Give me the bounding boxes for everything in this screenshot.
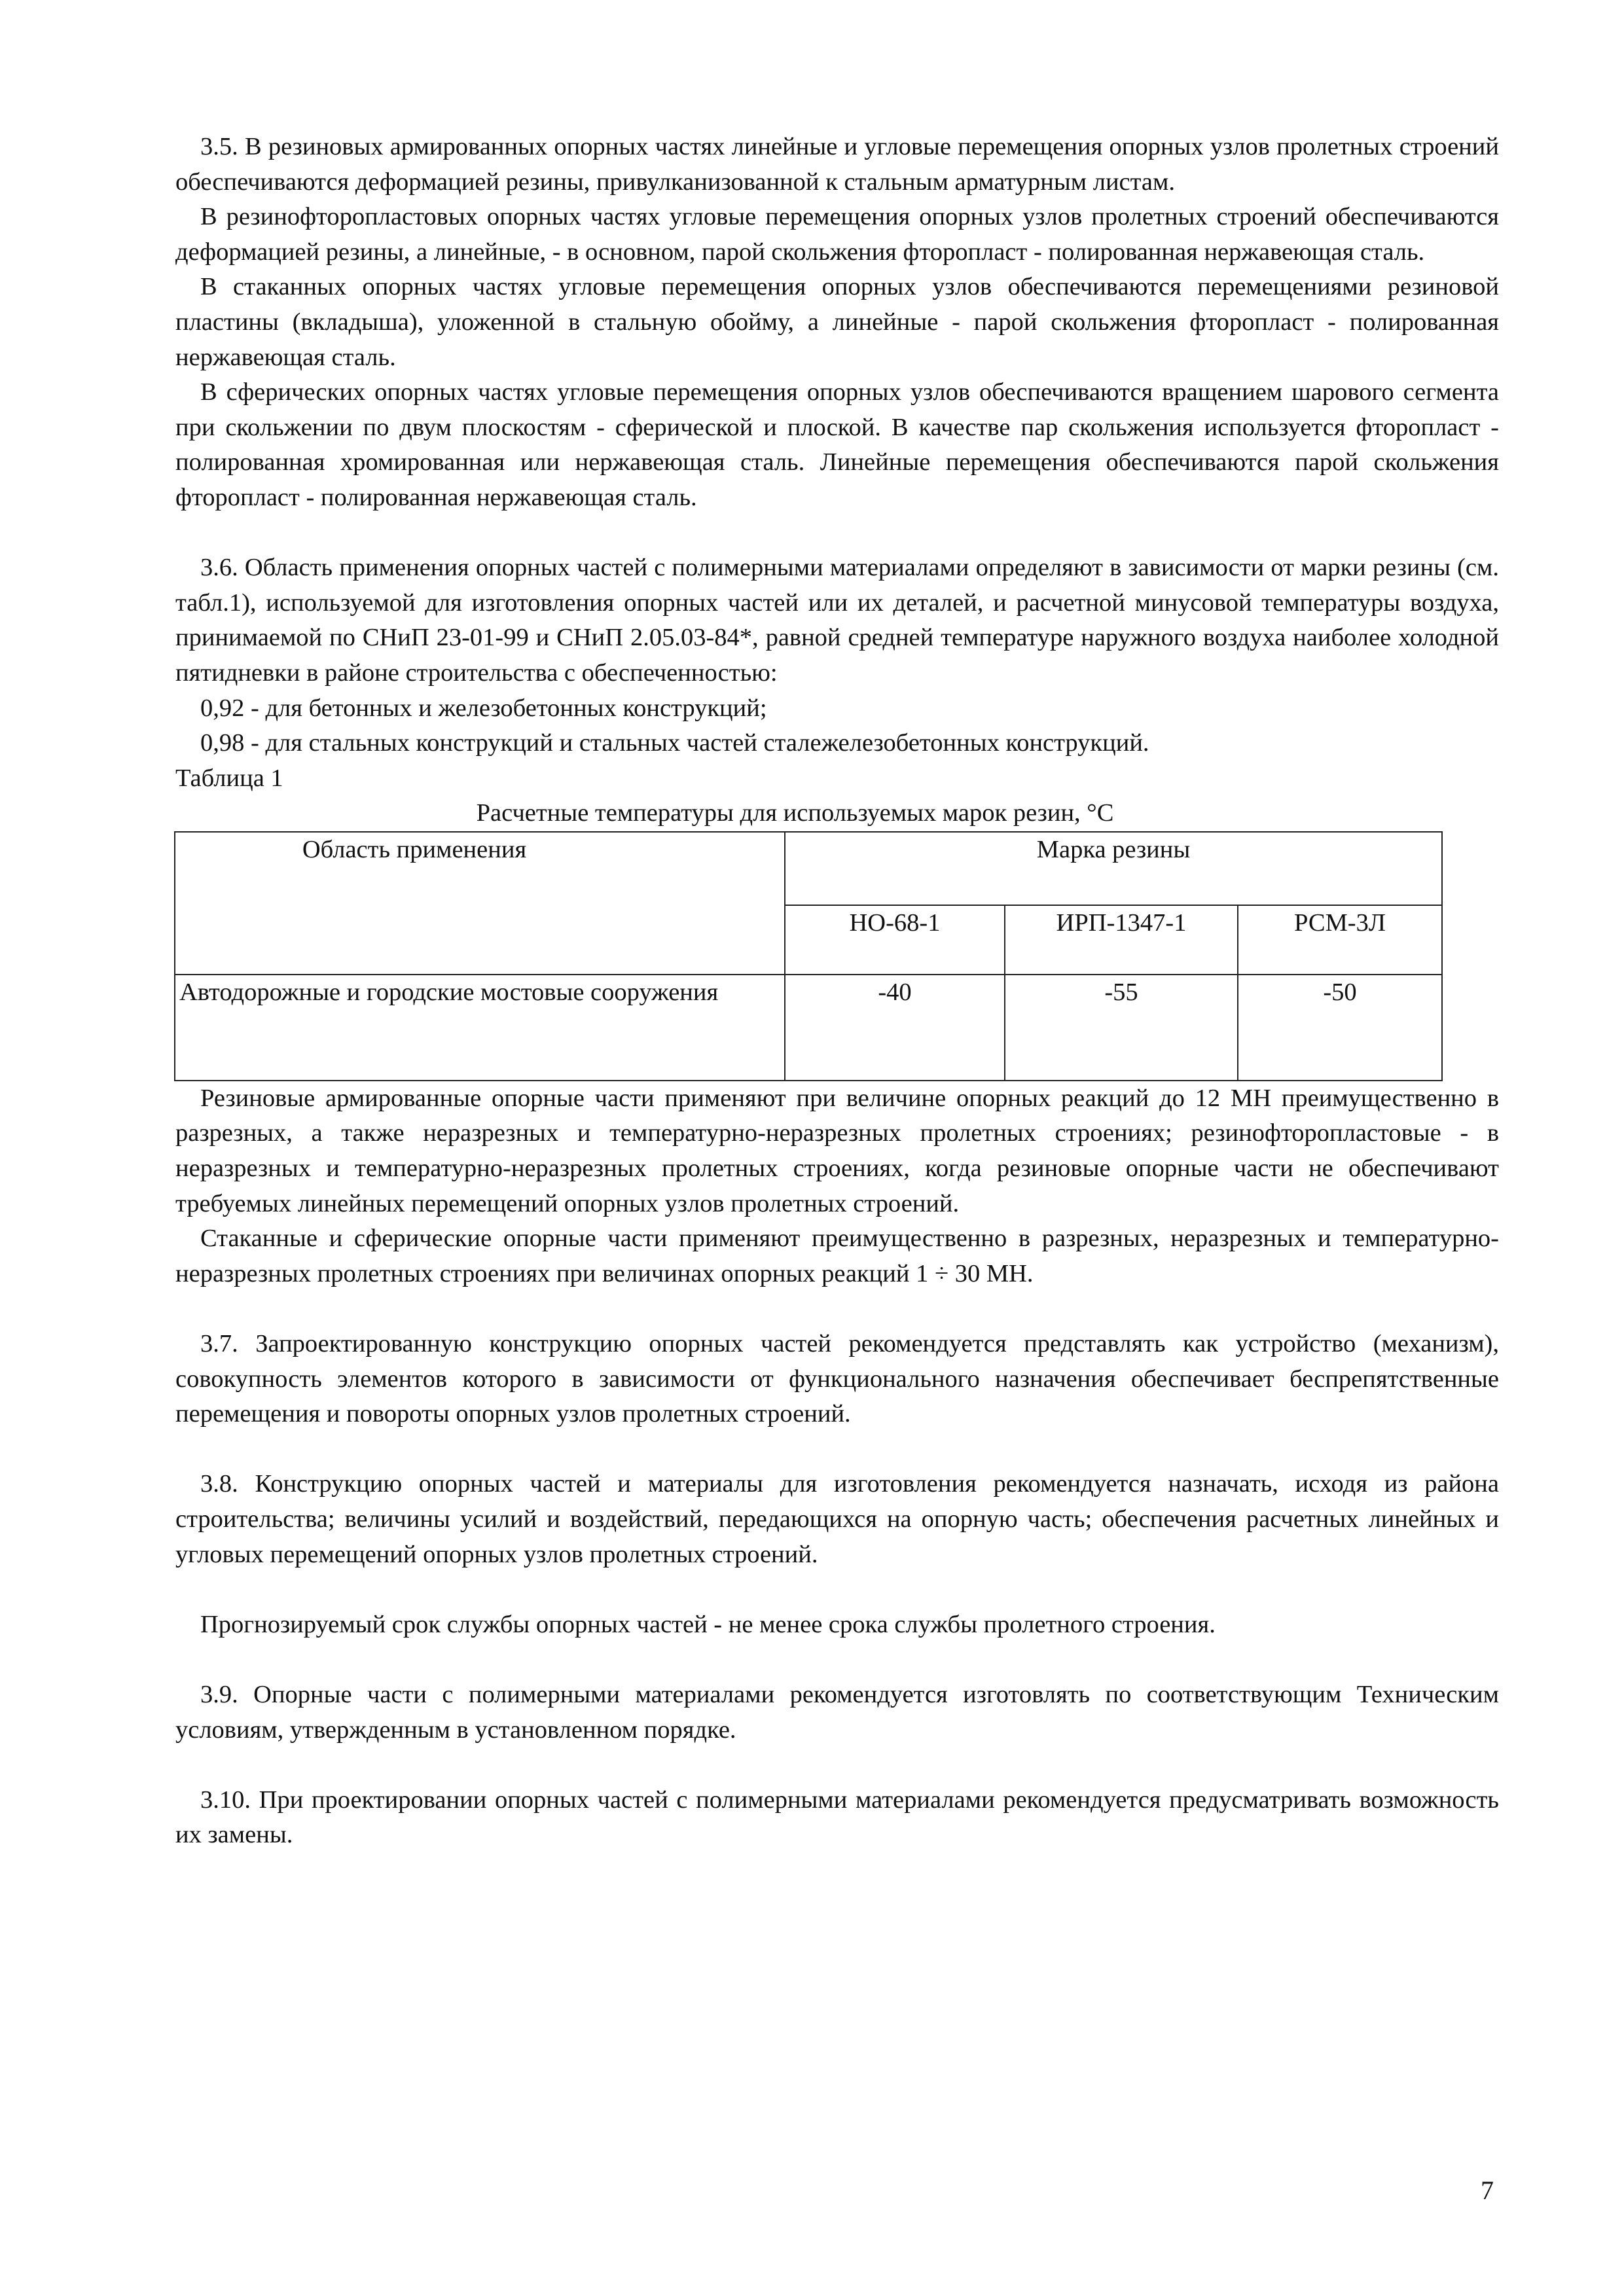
spacer xyxy=(175,1572,1499,1607)
spacer xyxy=(175,516,1499,551)
paragraph-3-5: 3.5. В резиновых армированных опорных частях линейные и угловые перемещения опорных узлов пролетных строений обеспечиваются деформацией резины, привулканизованной к стальным арматурным листам. xyxy=(175,133,1499,196)
table-label: Таблица 1 xyxy=(175,764,283,792)
paragraph-spherical-bearings: В сферических опорных частях угловые перемещения опорных узлов обеспечиваются вращением шарового сегмента при скольжении по двум плоскостям - сферической и плоской. В качестве пар скольжения используется фторопласт - полированная хромированная или нержавеющая сталь. Линейные перемещения обеспечиваются парой скольжения фторопласт - полированная нержавеющая сталь. xyxy=(175,378,1499,511)
row-label-road-bridges: Автодорожные и городские мостовые сооружения xyxy=(175,975,785,1081)
header-mark-no-68-1: НО-68-1 xyxy=(785,905,1005,975)
spacer xyxy=(175,1432,1499,1467)
paragraph-service-life: Прогнозируемый срок службы опорных частей - не менее срока службы пролетного строения. xyxy=(200,1610,1216,1638)
value-irp-1347-1: -55 xyxy=(1005,975,1238,1081)
page-number: 7 xyxy=(1481,2176,1494,2205)
value-no-68-1: -40 xyxy=(785,975,1005,1081)
page-content xyxy=(175,130,1499,1853)
paragraph-3-8: 3.8. Конструкцию опорных частей и материалы для изготовления рекомендуется назначать, исходя из района строительства; величины усилий и воздействий, передающихся на опорную часть; обеспечения расчетных линейных и угловых перемещений опорных узлов пролетных строений. xyxy=(175,1470,1499,1568)
header-mark-irp-1347-1: ИРП-1347-1 xyxy=(1005,905,1238,975)
temperature-table xyxy=(174,831,1443,1081)
table-caption: Расчетные температуры для используемых марок резин, °С xyxy=(476,799,1114,827)
value-rsm-3l: -50 xyxy=(1238,975,1442,1081)
spacer xyxy=(175,1291,1499,1327)
table-row xyxy=(175,975,1442,1081)
spacer xyxy=(175,1748,1499,1783)
paragraph-3-7: 3.7. Запроектированную конструкцию опорных частей рекомендуется представлять как устройство (механизм), совокупность элементов которого в зависимости от функционального назначения обеспечивает беспрепятственные перемещения и повороты опорных узлов пролетных строений. xyxy=(175,1330,1499,1428)
spacer xyxy=(175,1642,1499,1677)
header-mark-rsm-3l: РСМ-3Л xyxy=(1238,905,1442,975)
paragraph-3-10: 3.10. При проектировании опорных частей с полимерными материалами рекомендуется предусматривать возможность их замены. xyxy=(175,1785,1499,1849)
paragraph-pot-bearings: В стаканных опорных частях угловые перемещения опорных узлов обеспечиваются перемещениями резиновой пластины (вкладыша), уложенной в стальную обойму, а линейные - парой скольжения фторопласт - полированная нержавеющая сталь. xyxy=(175,273,1499,371)
paragraph-rubber-ptfe-bearings: В резинофторопластовых опорных частях угловые перемещения опорных узлов пролетных строений обеспечиваются деформацией резины, а линейные, - в основном, парой скольжения фторопласт - полированная нержавеющая сталь. xyxy=(175,203,1499,266)
paragraph-pot-spherical-use: Стаканные и сферические опорные части применяют преимущественно в разрезных, неразрезных и температурно-неразрезных пролетных строениях при величинах опорных реакций 1 ÷ 30 МН. xyxy=(175,1225,1499,1287)
header-application-area: Область применения xyxy=(175,832,785,975)
header-rubber-grade: Марка резины xyxy=(785,832,1442,905)
paragraph-rubber-reinforced-use: Резиновые армированные опорные части применяют при величине опорных реакций до 12 МН преимущественно в разрезных, а также неразрезных и температурно-неразрезных пролетных строениях; резинофторопластовые - в неразрезных и температурно-неразрезных пролетных строениях, когда резиновые опорные части не обеспечивают требуемых линейных перемещений опорных узлов пролетных строений. xyxy=(175,1084,1499,1217)
list-item-steel: 0,98 - для стальных конструкций и стальных частей сталежелезобетонных конструкций. xyxy=(200,729,1149,757)
list-item-concrete: 0,92 - для бетонных и железобетонных конструкций; xyxy=(200,694,767,722)
paragraph-3-6: 3.6. Область применения опорных частей с полимерными материалами определяют в зависимости от марки резины (см. табл.1), используемой для изготовления опорных частей или их деталей, и расчетной минусовой температуры воздуха, принимаемой по СНиП 23-01-99 и СНиП 2.05.03-84*, равной средней температуре наружного воздуха наиболее холодной пятидневки в районе строительства с обеспеченностью: xyxy=(175,554,1499,687)
paragraph-3-9: 3.9. Опорные части с полимерными материалами рекомендуется изготовлять по соответствующим Техническим условиям, утвержденным в установленном порядке. xyxy=(175,1680,1499,1744)
table-header-row xyxy=(175,832,1442,905)
